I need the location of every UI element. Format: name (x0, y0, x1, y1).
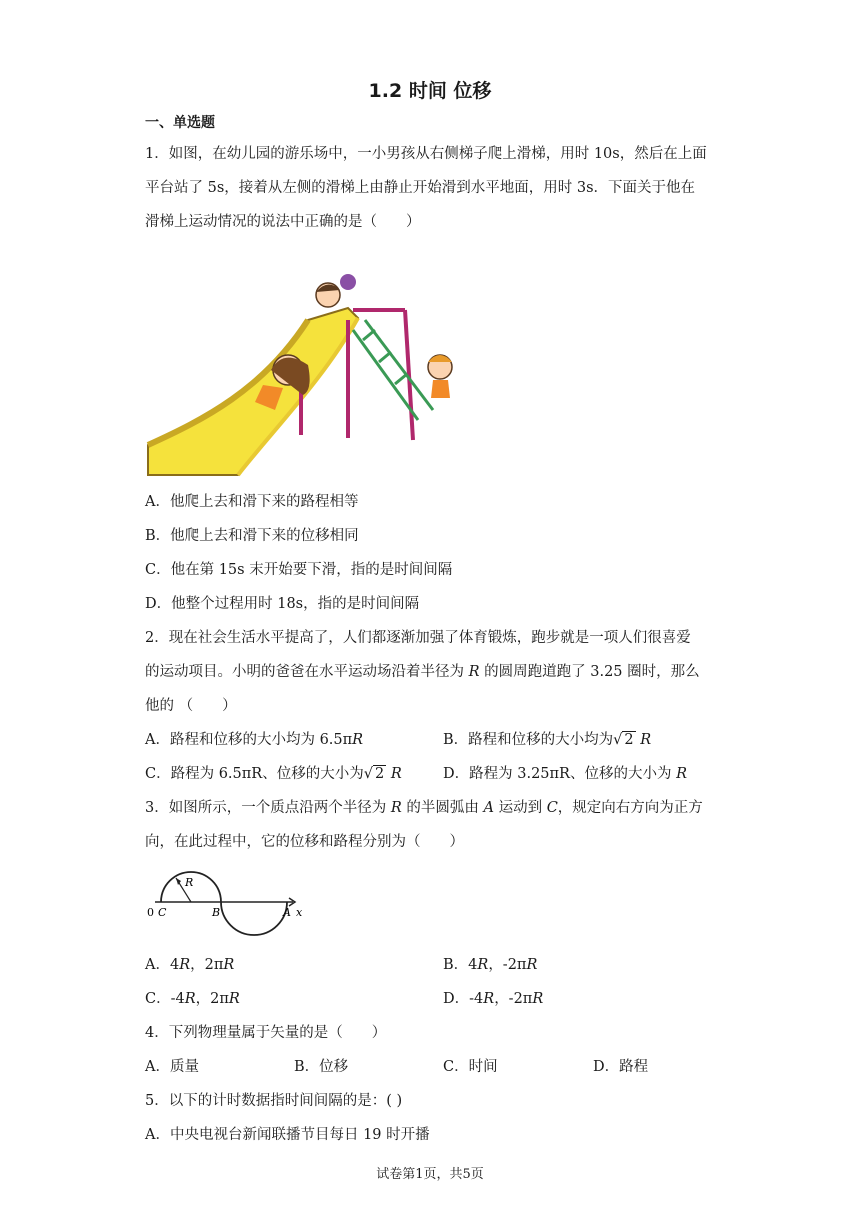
q2-option-c: C．路程为 6.5πR、位移的大小为√ 2 R (145, 766, 402, 782)
q5-option-a: A．中央电视台新闻联播节目每日 19 时开播 (145, 1127, 430, 1143)
q1-option-b: B．他爬上去和滑下来的位移相同 (145, 528, 359, 544)
q1-option-d: D．他整个过程用时 18s，指的是时间间隔 (145, 596, 420, 612)
q4-line: 4．下列物理量属于矢量的是（ ） (145, 1025, 387, 1041)
fig-label-origin: 0 (147, 906, 154, 919)
q4-option-c: C．时间 (443, 1059, 498, 1075)
q2-line-2: 的运动项目。小明的爸爸在水平运动场沿着半径为 R 的圆周跑道跑了 3.25 圈时，那么 (145, 664, 700, 680)
q3-option-b: B．4R，-2πR (443, 957, 538, 973)
section-heading: 一、单选题 (145, 115, 215, 131)
page-footer: 试卷第1页，共5页 (376, 1167, 484, 1182)
q2-option-a: A．路程和位移的大小均为 6.5πR (145, 732, 364, 748)
q3-option-c: C．-4R，2πR (145, 991, 240, 1007)
q3-option-a: A．4R，2πR (145, 957, 235, 973)
q1-line-1: 1．如图，在幼儿园的游乐场中，一小男孩从右侧梯子爬上滑梯，用时 10s，然后在上面 (145, 146, 707, 162)
page-title: 1.2 时间 位移 (368, 80, 492, 102)
q2-line-1: 2．现在社会生活水平提高了，人们都逐渐加强了体育锻炼，跑步就是一项人们很喜爱 (145, 630, 691, 646)
fig-label-a: A (283, 906, 291, 919)
q3-option-d: D．-4R，-2πR (443, 991, 544, 1007)
q3-line-2: 向，在此过程中，它的位移和路程分别为（ ） (145, 834, 464, 850)
fig-label-b: B (212, 906, 221, 919)
slide-illustration (143, 270, 478, 480)
q3-line-1: 3．如图所示，一个质点沿两个半径为 R 的半圆弧由 A 运动到 C，规定向右方向为正方 (145, 800, 703, 816)
q4-option-d: D．路程 (593, 1059, 649, 1075)
fig-label-r: R (185, 876, 194, 889)
semicircle-path-diagram (143, 862, 313, 938)
q1-line-3: 滑梯上运动情况的说法中正确的是（ ） (145, 214, 421, 230)
q2-line-3: 他的 （ ） (145, 698, 237, 714)
q2-option-b: B．路程和位移的大小均为√ 2 R (443, 732, 652, 748)
q5-line: 5．以下的计时数据指时间间隔的是：( ) (145, 1093, 403, 1109)
q4-option-a: A．质量 (145, 1059, 199, 1075)
q1-option-a: A．他爬上去和滑下来的路程相等 (145, 494, 359, 510)
q1-option-c: C．他在第 15s 末开始要下滑，指的是时间间隔 (145, 562, 453, 578)
q4-option-b: B．位移 (294, 1059, 349, 1075)
fig-label-x: x (296, 906, 303, 919)
fig-label-c: C (158, 906, 167, 919)
q1-line-2: 平台站了 5s，接着从左侧的滑梯上由静止开始滑到水平地面，用时 3s．下面关于他在 (145, 180, 696, 196)
q2-option-d: D．路程为 3.25πR、位移的大小为 R (443, 766, 687, 782)
